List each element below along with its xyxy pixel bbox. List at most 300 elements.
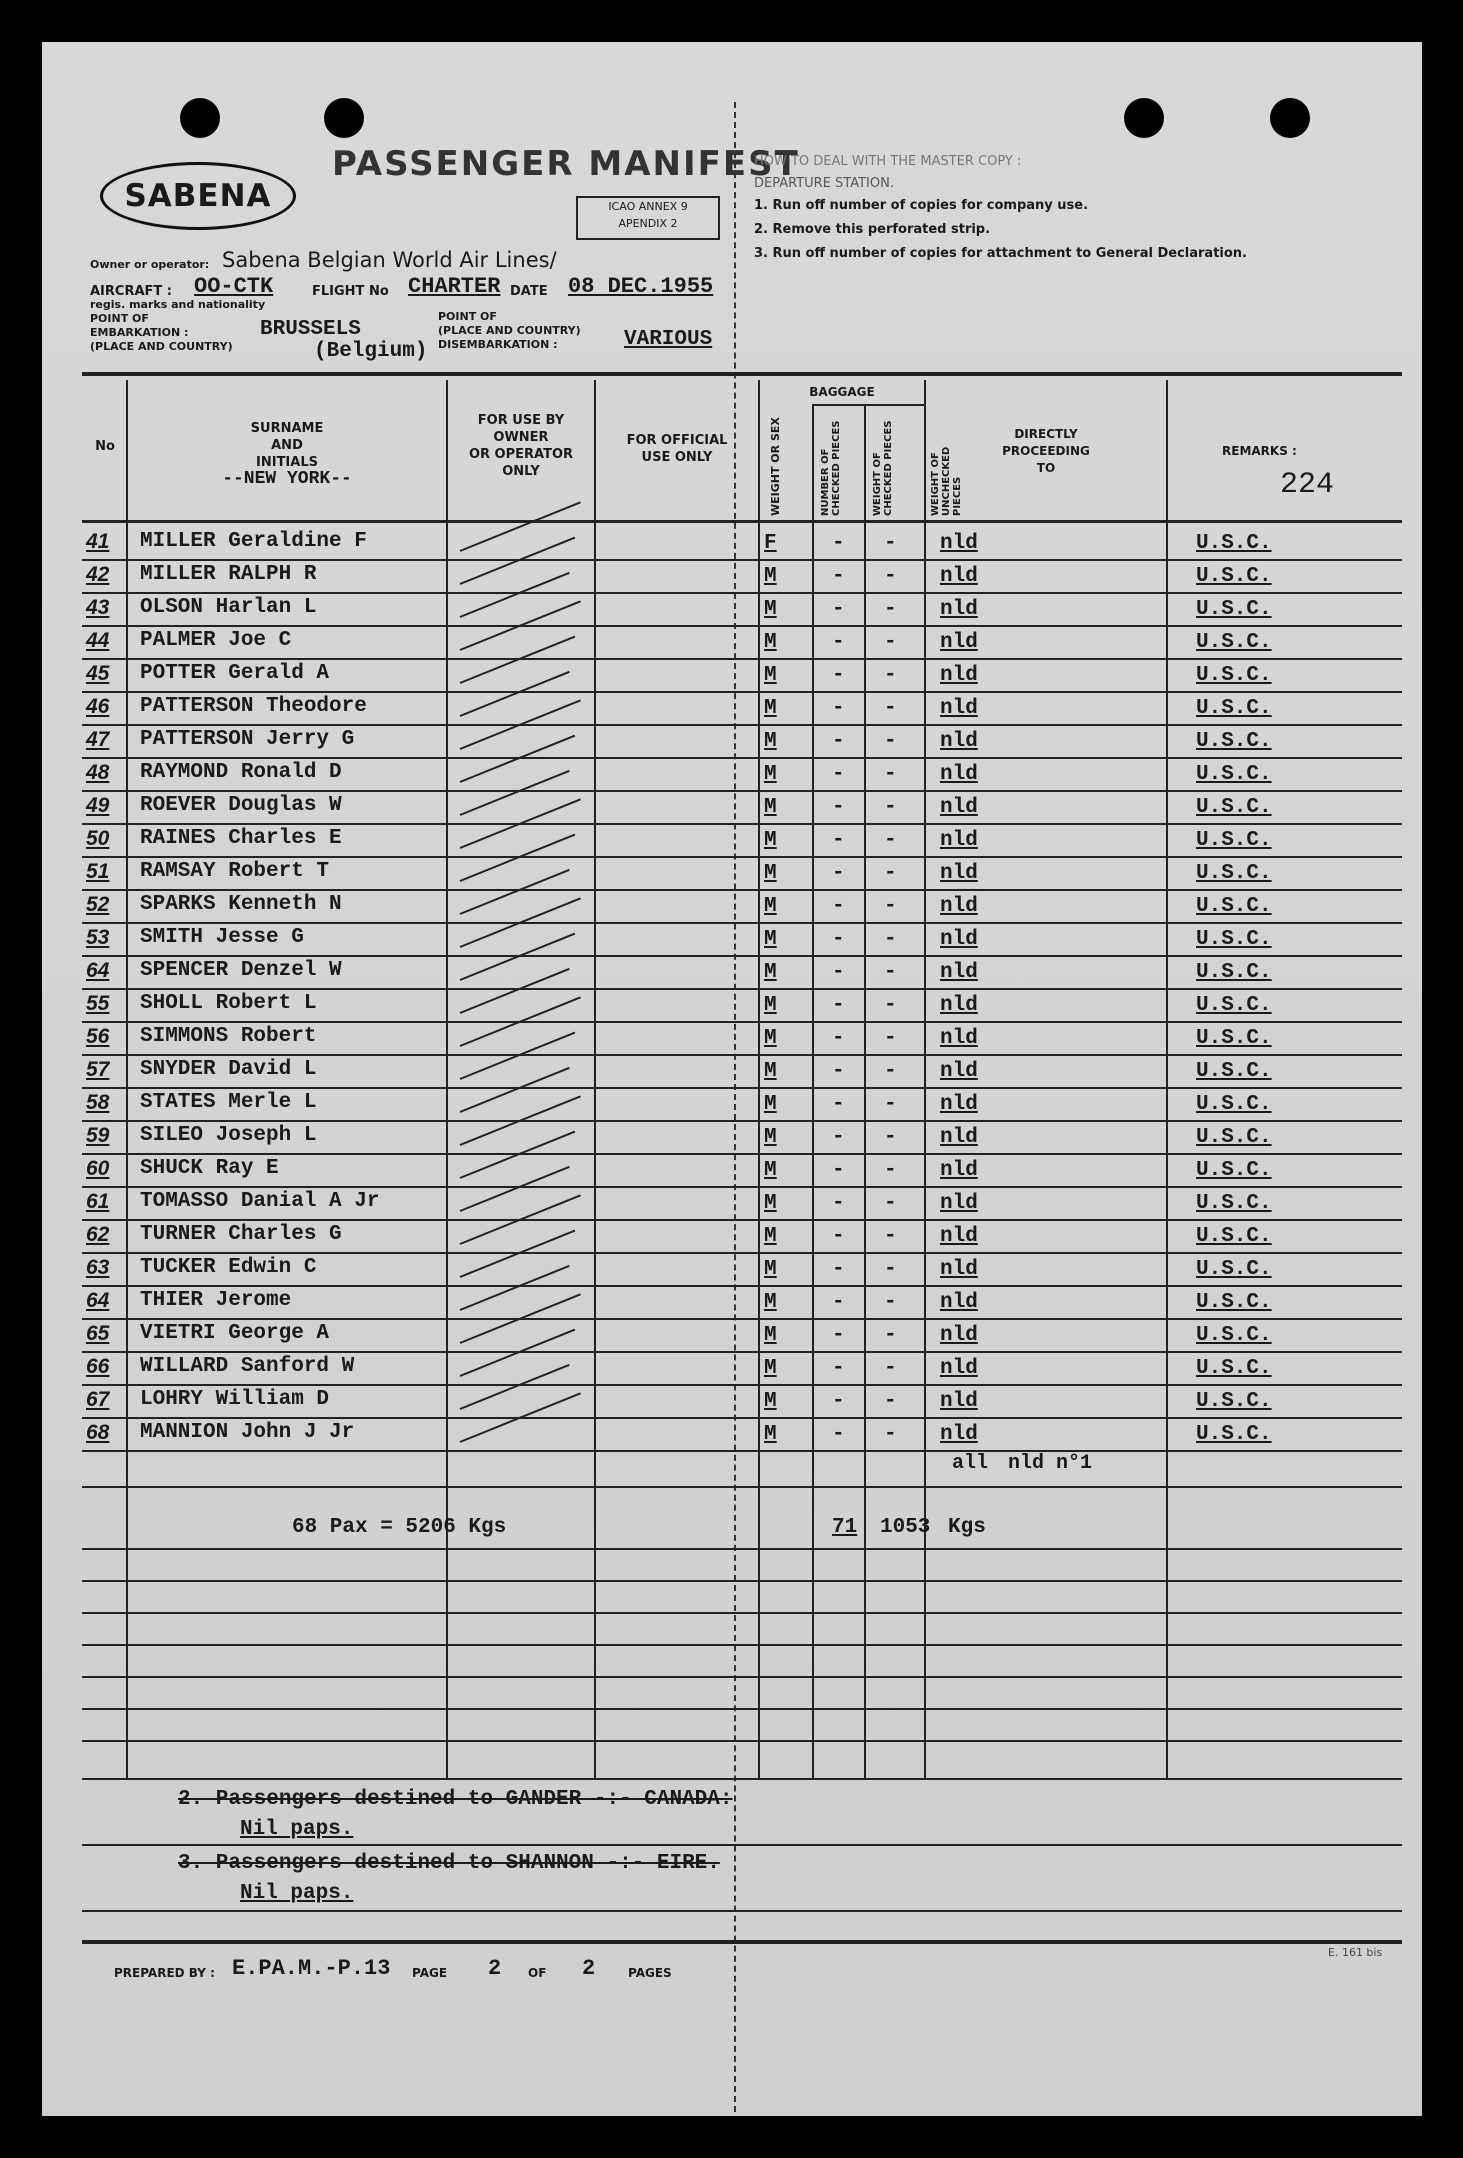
row-divider <box>82 1644 1402 1646</box>
passenger-sex: M <box>764 1423 777 1446</box>
unchecked-weight: nld <box>940 664 978 687</box>
checked-weight: - <box>884 631 897 654</box>
passenger-sex: M <box>764 895 777 918</box>
remarks-value: U.S.C. <box>1196 1225 1272 1248</box>
owner-value: Sabena Belgian World Air Lines/ <box>222 248 557 272</box>
checked-weight: - <box>884 1027 897 1050</box>
unchecked-weight: nld <box>940 1258 978 1281</box>
passenger-sex: M <box>764 961 777 984</box>
remarks-value: U.S.C. <box>1196 631 1272 654</box>
col-header-text: SURNAME <box>250 421 324 436</box>
remarks-value: U.S.C. <box>1196 565 1272 588</box>
row-number: 46 <box>86 695 110 718</box>
passenger-name: RAINES Charles E <box>140 827 342 850</box>
row-divider <box>82 757 1402 759</box>
header-bottom-border <box>82 520 1402 523</box>
passenger-sex: M <box>764 1159 777 1182</box>
passenger-name: TURNER Charles G <box>140 1223 342 1246</box>
instructions-line: 2. Remove this perforated strip. <box>754 222 991 237</box>
passenger-sex: M <box>764 1225 777 1248</box>
passenger-name: TOMASSO Danial A Jr <box>140 1190 380 1213</box>
row-number: 59 <box>86 1124 110 1147</box>
column-divider <box>864 404 866 1778</box>
instructions-line: 1. Run off number of copies for company use. <box>754 198 1089 213</box>
disembark-label: (PLACE AND COUNTRY) <box>438 324 581 337</box>
checked-weight: - <box>884 895 897 918</box>
checked-weight: - <box>884 994 897 1017</box>
checked-pieces: - <box>832 1357 845 1380</box>
row-number: 48 <box>86 761 110 784</box>
checked-weight: - <box>884 565 897 588</box>
row-divider <box>82 1351 1402 1353</box>
row-divider <box>82 1450 1402 1452</box>
row-divider <box>82 724 1402 726</box>
passenger-name: MILLER RALPH R <box>140 563 317 586</box>
passenger-sex: M <box>764 1027 777 1050</box>
col-header-text: PROCEEDING <box>1002 444 1090 458</box>
remarks-value: U.S.C. <box>1196 1423 1272 1446</box>
remarks-value: U.S.C. <box>1196 1192 1272 1215</box>
page-label: PAGE <box>412 1966 448 1980</box>
column-divider <box>1166 380 1168 1778</box>
date-label: DATE <box>510 284 548 299</box>
row-divider <box>82 1844 1402 1846</box>
checked-pieces: - <box>832 598 845 621</box>
operator-tick-mark <box>460 501 581 552</box>
all-label: all <box>952 1452 989 1475</box>
table-top-border <box>82 372 1402 376</box>
embark-city: BRUSSELS <box>260 318 361 341</box>
remarks-value: U.S.C. <box>1196 763 1272 786</box>
row-divider <box>82 955 1402 957</box>
embark-country: (Belgium) <box>314 340 428 363</box>
remarks-value: U.S.C. <box>1196 1060 1272 1083</box>
manifest-sheet <box>42 42 1422 2116</box>
checked-pieces: - <box>832 1192 845 1215</box>
row-divider <box>82 1054 1402 1056</box>
punch-hole <box>1124 98 1164 138</box>
col-header-text: AND <box>271 438 303 453</box>
remarks-value: U.S.C. <box>1196 994 1272 1017</box>
punch-hole <box>180 98 220 138</box>
passenger-name: POTTER Gerald A <box>140 662 330 685</box>
col-header-official <box>596 432 758 466</box>
row-number: 51 <box>86 860 110 883</box>
col-header-checked-weight: WEIGHT OF CHECKED PIECES <box>872 420 894 516</box>
passenger-name: SMITH Jesse G <box>140 926 304 949</box>
baggage-weight-total: 1053 <box>880 1516 931 1539</box>
embark-label: POINT OF <box>90 312 149 325</box>
checked-pieces: - <box>832 895 845 918</box>
passenger-name: SHOLL Robert L <box>140 992 317 1015</box>
passenger-sex: M <box>764 1192 777 1215</box>
instructions-line: HOW TO DEAL WITH THE MASTER COPY : <box>754 154 1022 169</box>
remarks-value: U.S.C. <box>1196 862 1272 885</box>
row-number: 65 <box>86 1322 110 1345</box>
row-number: 60 <box>86 1157 110 1180</box>
passenger-name: SPENCER Denzel W <box>140 959 342 982</box>
row-number: 50 <box>86 827 110 850</box>
passenger-name: LOHRY William D <box>140 1388 330 1411</box>
passenger-sex: M <box>764 1390 777 1413</box>
passenger-sex: M <box>764 1291 777 1314</box>
prepared-value: E.PA.M.-P.13 <box>232 1956 391 1981</box>
passenger-name: OLSON Harlan L <box>140 596 317 619</box>
checked-weight: - <box>884 532 897 555</box>
row-number: 49 <box>86 794 110 817</box>
checked-weight: - <box>884 1093 897 1116</box>
row-divider <box>82 1708 1402 1710</box>
checked-pieces: - <box>832 994 845 1017</box>
remarks-value: U.S.C. <box>1196 796 1272 819</box>
remarks-value: U.S.C. <box>1196 961 1272 984</box>
passenger-sex: M <box>764 862 777 885</box>
remarks-value: U.S.C. <box>1196 697 1272 720</box>
row-number: 42 <box>86 563 110 586</box>
punch-hole <box>324 98 364 138</box>
col-header-surname <box>128 420 446 488</box>
remarks-value: U.S.C. <box>1196 598 1272 621</box>
col-header-text: DIRECTLY <box>1014 427 1078 441</box>
checked-pieces: - <box>832 1225 845 1248</box>
unchecked-weight: nld <box>940 1423 978 1446</box>
passenger-sex: M <box>764 730 777 753</box>
checked-weight: - <box>884 1390 897 1413</box>
row-divider <box>82 1153 1402 1155</box>
col-header-text: FOR USE BY <box>477 413 565 428</box>
checked-pieces: - <box>832 1258 845 1281</box>
all-note: nld n°1 <box>1008 1452 1093 1475</box>
row-divider <box>82 1318 1402 1320</box>
row-number: 57 <box>86 1058 110 1081</box>
remarks-value: U.S.C. <box>1196 928 1272 951</box>
passenger-sex: M <box>764 1324 777 1347</box>
col-header-text: FOR OFFICIAL <box>626 433 728 448</box>
row-divider <box>82 1548 1402 1550</box>
checked-pieces: - <box>832 1027 845 1050</box>
passenger-name: THIER Jerome <box>140 1289 292 1312</box>
passenger-sex: M <box>764 1357 777 1380</box>
checked-weight: - <box>884 862 897 885</box>
note-line: Nil paps. <box>240 1818 354 1841</box>
row-divider <box>82 922 1402 924</box>
unchecked-weight: nld <box>940 1060 978 1083</box>
remarks-value: U.S.C. <box>1196 1258 1272 1281</box>
checked-weight: - <box>884 730 897 753</box>
pages-label: PAGES <box>628 1966 672 1980</box>
date-value: 08 DEC.1955 <box>568 274 714 299</box>
checked-pieces: - <box>832 1423 845 1446</box>
annex-line: ICAO ANNEX 9 <box>608 200 688 213</box>
passenger-sex: M <box>764 1258 777 1281</box>
instructions-line: DEPARTURE STATION. <box>754 176 894 191</box>
col-header-owner <box>448 412 594 480</box>
remarks-value: U.S.C. <box>1196 1027 1272 1050</box>
unchecked-weight: nld <box>940 1192 978 1215</box>
passenger-sex: M <box>764 664 777 687</box>
remarks-value: U.S.C. <box>1196 1291 1272 1314</box>
unchecked-weight: nld <box>940 763 978 786</box>
checked-weight: - <box>884 961 897 984</box>
row-divider <box>82 625 1402 627</box>
remarks-value: U.S.C. <box>1196 1324 1272 1347</box>
remarks-value: U.S.C. <box>1196 1390 1272 1413</box>
row-divider <box>82 1778 1402 1780</box>
sabena-logo: SABENA <box>100 162 296 230</box>
row-number: 68 <box>86 1421 110 1444</box>
checked-weight: - <box>884 664 897 687</box>
annex-line: APENDIX 2 <box>618 217 678 230</box>
note-line: Nil paps. <box>240 1882 354 1905</box>
passenger-name: VIETRI George A <box>140 1322 330 1345</box>
of-value: 2 <box>582 1956 596 1981</box>
page-value: 2 <box>488 1956 502 1981</box>
row-number: 41 <box>86 530 110 553</box>
form-code: E. 161 bis <box>1328 1946 1383 1959</box>
row-divider <box>82 1087 1402 1089</box>
passenger-name: SNYDER David L <box>140 1058 317 1081</box>
icao-annex-box <box>576 196 720 240</box>
passenger-name: ROEVER Douglas W <box>140 794 342 817</box>
punch-hole <box>1270 98 1310 138</box>
checked-pieces: - <box>832 697 845 720</box>
flight-value: CHARTER <box>408 274 501 299</box>
checked-pieces: - <box>832 1159 845 1182</box>
passenger-sex: M <box>764 565 777 588</box>
remarks-value: U.S.C. <box>1196 664 1272 687</box>
passenger-name: SHUCK Ray E <box>140 1157 279 1180</box>
row-divider <box>82 691 1402 693</box>
remarks-value: U.S.C. <box>1196 532 1272 555</box>
remarks-value: U.S.C. <box>1196 1159 1272 1182</box>
checked-weight: - <box>884 1423 897 1446</box>
passenger-name: TUCKER Edwin C <box>140 1256 317 1279</box>
row-divider <box>82 1186 1402 1188</box>
unchecked-weight: nld <box>940 994 978 1017</box>
passenger-sex: M <box>764 796 777 819</box>
checked-pieces: - <box>832 730 845 753</box>
unchecked-weight: nld <box>940 565 978 588</box>
row-number: 43 <box>86 596 110 619</box>
remarks-value: U.S.C. <box>1196 1126 1272 1149</box>
col-header-text: INITIALS <box>256 455 318 470</box>
col-header-text: OR OPERATOR <box>468 447 574 462</box>
disembark-label: POINT OF <box>438 310 497 323</box>
passenger-name: WILLARD Sanford W <box>140 1355 355 1378</box>
checked-pieces: - <box>832 664 845 687</box>
col-header-text: TO <box>1036 461 1056 475</box>
passenger-sex: M <box>764 697 777 720</box>
unchecked-weight: nld <box>940 1291 978 1314</box>
col-header-remarks: REMARKS : <box>1222 444 1297 458</box>
unchecked-weight: nld <box>940 1027 978 1050</box>
row-divider <box>82 823 1402 825</box>
row-divider <box>82 1285 1402 1287</box>
row-divider <box>82 1120 1402 1122</box>
remarks-value: U.S.C. <box>1196 829 1272 852</box>
passenger-sex: M <box>764 928 777 951</box>
of-label: OF <box>528 1966 547 1980</box>
unchecked-weight: nld <box>940 1357 978 1380</box>
col-header-directly <box>926 426 1166 477</box>
row-number: 45 <box>86 662 110 685</box>
passenger-sex: M <box>764 1060 777 1083</box>
checked-weight: - <box>884 796 897 819</box>
passenger-name: PATTERSON Theodore <box>140 695 367 718</box>
baggage-weight-unit: Kgs <box>948 1516 986 1539</box>
column-divider <box>812 404 814 1778</box>
unchecked-weight: nld <box>940 928 978 951</box>
remarks-number: 224 <box>1280 468 1335 502</box>
passenger-name: RAMSAY Robert T <box>140 860 330 883</box>
checked-pieces: - <box>832 565 845 588</box>
remarks-value: U.S.C. <box>1196 1357 1272 1380</box>
row-divider <box>82 1219 1402 1221</box>
col-header-text: ONLY <box>502 464 540 479</box>
row-divider <box>82 988 1402 990</box>
row-number: 64 <box>86 1289 110 1312</box>
col-header-baggage: BAGGAGE <box>809 385 875 399</box>
row-divider <box>82 856 1402 858</box>
checked-weight: - <box>884 1060 897 1083</box>
row-number: 44 <box>86 629 110 652</box>
row-number: 61 <box>86 1190 110 1213</box>
flight-label: FLIGHT No <box>312 284 389 299</box>
checked-weight: - <box>884 598 897 621</box>
passenger-name: PATTERSON Jerry G <box>140 728 355 751</box>
regis-label: regis. marks and nationality <box>90 298 266 311</box>
row-divider <box>82 1252 1402 1254</box>
embark-label: (PLACE AND COUNTRY) <box>90 340 233 353</box>
checked-pieces: - <box>832 1390 845 1413</box>
checked-pieces: - <box>832 532 845 555</box>
checked-pieces: - <box>832 1126 845 1149</box>
aircraft-label: AIRCRAFT : <box>90 284 172 299</box>
passenger-name: SPARKS Kenneth N <box>140 893 342 916</box>
checked-weight: - <box>884 829 897 852</box>
perforation-line <box>734 102 736 2112</box>
unchecked-weight: nld <box>940 895 978 918</box>
unchecked-weight: nld <box>940 532 978 555</box>
checked-weight: - <box>884 697 897 720</box>
checked-weight: - <box>884 1159 897 1182</box>
passenger-sex: M <box>764 1093 777 1116</box>
document-title: PASSENGER MANIFEST <box>332 144 800 184</box>
owner-label: Owner or operator: <box>90 258 210 271</box>
passenger-sex: M <box>764 598 777 621</box>
checked-weight: - <box>884 1357 897 1380</box>
unchecked-weight: nld <box>940 1159 978 1182</box>
column-divider <box>446 380 448 1778</box>
row-divider <box>82 1612 1402 1614</box>
row-number: 56 <box>86 1025 110 1048</box>
col-header-no: No <box>95 439 115 454</box>
col-header-text: OWNER <box>493 430 549 445</box>
passenger-sex: M <box>764 829 777 852</box>
checked-weight: - <box>884 1192 897 1215</box>
passenger-sex: M <box>764 1126 777 1149</box>
row-number: 52 <box>86 893 110 916</box>
col-header-checked-number: NUMBER OF CHECKED PIECES <box>820 420 842 516</box>
checked-pieces: - <box>832 862 845 885</box>
passenger-name: SILEO Joseph L <box>140 1124 317 1147</box>
checked-pieces: - <box>832 1060 845 1083</box>
checked-pieces: - <box>832 763 845 786</box>
passenger-sex: M <box>764 994 777 1017</box>
checked-weight: - <box>884 1291 897 1314</box>
column-divider <box>594 380 596 1778</box>
row-number: 58 <box>86 1091 110 1114</box>
unchecked-weight: nld <box>940 697 978 720</box>
row-divider <box>82 1384 1402 1386</box>
row-number: 63 <box>86 1256 110 1279</box>
row-divider <box>82 1417 1402 1419</box>
row-divider <box>82 1486 1402 1488</box>
checked-weight: - <box>884 1324 897 1347</box>
column-divider <box>924 380 926 1778</box>
note-line: 3. Passengers destined to SHANNON -:- EIRE. <box>178 1852 720 1875</box>
row-number: 55 <box>86 992 110 1015</box>
baggage-pieces-total: 71 <box>832 1516 858 1539</box>
passenger-name: PALMER Joe C <box>140 629 292 652</box>
unchecked-weight: nld <box>940 829 978 852</box>
note-line: 2. Passengers destined to GANDER -:- CANADA: <box>178 1788 733 1811</box>
column-divider <box>126 380 128 1778</box>
passenger-name: RAYMOND Ronald D <box>140 761 342 784</box>
table-bottom-border <box>82 1940 1402 1944</box>
unchecked-weight: nld <box>940 1390 978 1413</box>
remarks-value: U.S.C. <box>1196 895 1272 918</box>
checked-pieces: - <box>832 1291 845 1314</box>
unchecked-weight: nld <box>940 1225 978 1248</box>
disembark-label: DISEMBARKATION : <box>438 338 558 351</box>
row-divider <box>82 889 1402 891</box>
passenger-name: STATES Merle L <box>140 1091 317 1114</box>
row-number: 47 <box>86 728 110 751</box>
col-header-city: --NEW YORK-- <box>222 469 352 489</box>
checked-weight: - <box>884 1126 897 1149</box>
col-header-text: USE ONLY <box>641 450 713 465</box>
column-divider <box>758 380 760 1778</box>
checked-weight: - <box>884 928 897 951</box>
passenger-sex: M <box>764 763 777 786</box>
passenger-name: MANNION John J Jr <box>140 1421 355 1444</box>
embark-label: EMBARKATION : <box>90 326 189 339</box>
checked-pieces: - <box>832 928 845 951</box>
unchecked-weight: nld <box>940 598 978 621</box>
remarks-value: U.S.C. <box>1196 730 1272 753</box>
unchecked-weight: nld <box>940 1126 978 1149</box>
checked-weight: - <box>884 763 897 786</box>
unchecked-weight: nld <box>940 796 978 819</box>
passenger-sex: M <box>764 631 777 654</box>
passenger-name: SIMMONS Robert <box>140 1025 317 1048</box>
row-divider <box>82 1910 1402 1912</box>
row-divider <box>82 1740 1402 1742</box>
prepared-label: PREPARED BY : <box>114 1966 215 1980</box>
unchecked-weight: nld <box>940 862 978 885</box>
instructions-line: 3. Run off number of copies for attachment to General Declaration. <box>754 246 1247 261</box>
row-divider <box>82 559 1402 561</box>
row-number: 62 <box>86 1223 110 1246</box>
passenger-name: MILLER Geraldine F <box>140 530 367 553</box>
unchecked-weight: nld <box>940 961 978 984</box>
row-divider <box>82 1580 1402 1582</box>
row-number: 66 <box>86 1355 110 1378</box>
col-header-unchecked-weight: WEIGHT OF UNCHECKED PIECES <box>930 446 963 516</box>
unchecked-weight: nld <box>940 1324 978 1347</box>
row-divider <box>82 1676 1402 1678</box>
